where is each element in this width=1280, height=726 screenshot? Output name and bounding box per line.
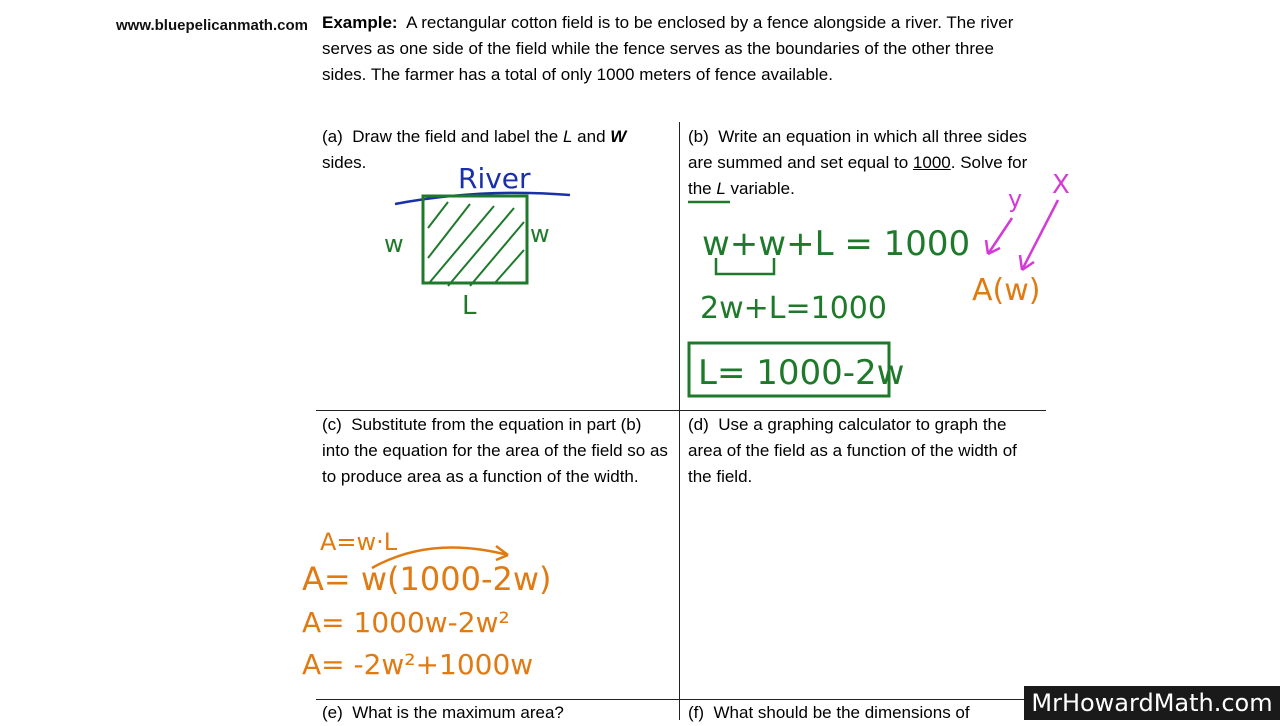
w-left-label: w xyxy=(384,230,404,258)
field-hatching xyxy=(428,202,524,286)
part-d-label: (d) xyxy=(688,415,709,434)
part-b-label: (b) xyxy=(688,127,709,146)
part-b-number: 1000 xyxy=(912,153,951,172)
equation-2: 2w+L=1000 xyxy=(700,291,887,326)
L-bottom-label: L xyxy=(462,291,477,321)
part-e-label: (e) xyxy=(322,703,343,722)
x-label: X xyxy=(1052,170,1070,200)
part-a-text-3: sides. xyxy=(322,153,367,172)
part-e-text: What is the maximum area? xyxy=(352,703,564,722)
part-f-label: (f) xyxy=(688,703,705,722)
part-f-text: What should be the dimensions of xyxy=(713,703,970,722)
part-a-text-1: Draw the field and label the xyxy=(352,127,563,146)
y-label: y xyxy=(1008,185,1023,213)
area-eq-2: A= w(1000-2w) xyxy=(302,560,552,598)
part-a-label: (a) xyxy=(322,127,343,146)
equation-3: L= 1000-2w xyxy=(698,353,905,393)
area-eq-4: A= -2w²+1000w xyxy=(302,648,534,681)
site-url: www.bluepelicanmath.com xyxy=(116,17,308,34)
part-b-L: L xyxy=(716,179,726,198)
w-right-label: w xyxy=(530,220,550,248)
river-label: River xyxy=(458,162,531,195)
part-b-text-1: Write an equation in which all three sides are summed and set equal to xyxy=(688,127,1027,172)
part-c-text: Substitute from the equation in part (b) into the equation for the area of the field so as to produce area as a function of the width. xyxy=(322,415,668,486)
part-d-text: Use a graphing calculator to graph the area of the field as a function of the width of the field. xyxy=(688,415,1017,486)
intro-lead: Example: xyxy=(322,13,398,32)
part-a-L: L xyxy=(562,127,573,146)
intro-text: A rectangular cotton field is to be enclosed by a fence alongside a river. The river serves as one side of the field while the fence serves as the boundaries of the other three sides. The farmer has a total of only 1000 meters of fence available. xyxy=(322,13,1014,84)
function-label: A(w) xyxy=(972,273,1041,308)
part-a-text-2: and xyxy=(572,127,611,146)
part-c-label: (c) xyxy=(322,415,342,434)
area-eq-1: A=w·L xyxy=(320,528,398,556)
part-b-text-3: variable. xyxy=(725,179,795,198)
brand-watermark: MrHowardMath.com xyxy=(1024,686,1280,720)
arrow-x xyxy=(1022,200,1058,270)
part-a-W: W xyxy=(610,127,627,146)
equation-1: w+w+L = 1000 xyxy=(702,224,971,264)
field-rectangle xyxy=(423,196,527,283)
part-b-text-2: . Solve for the xyxy=(688,153,1028,198)
area-eq-3: A= 1000w-2w² xyxy=(302,606,510,639)
